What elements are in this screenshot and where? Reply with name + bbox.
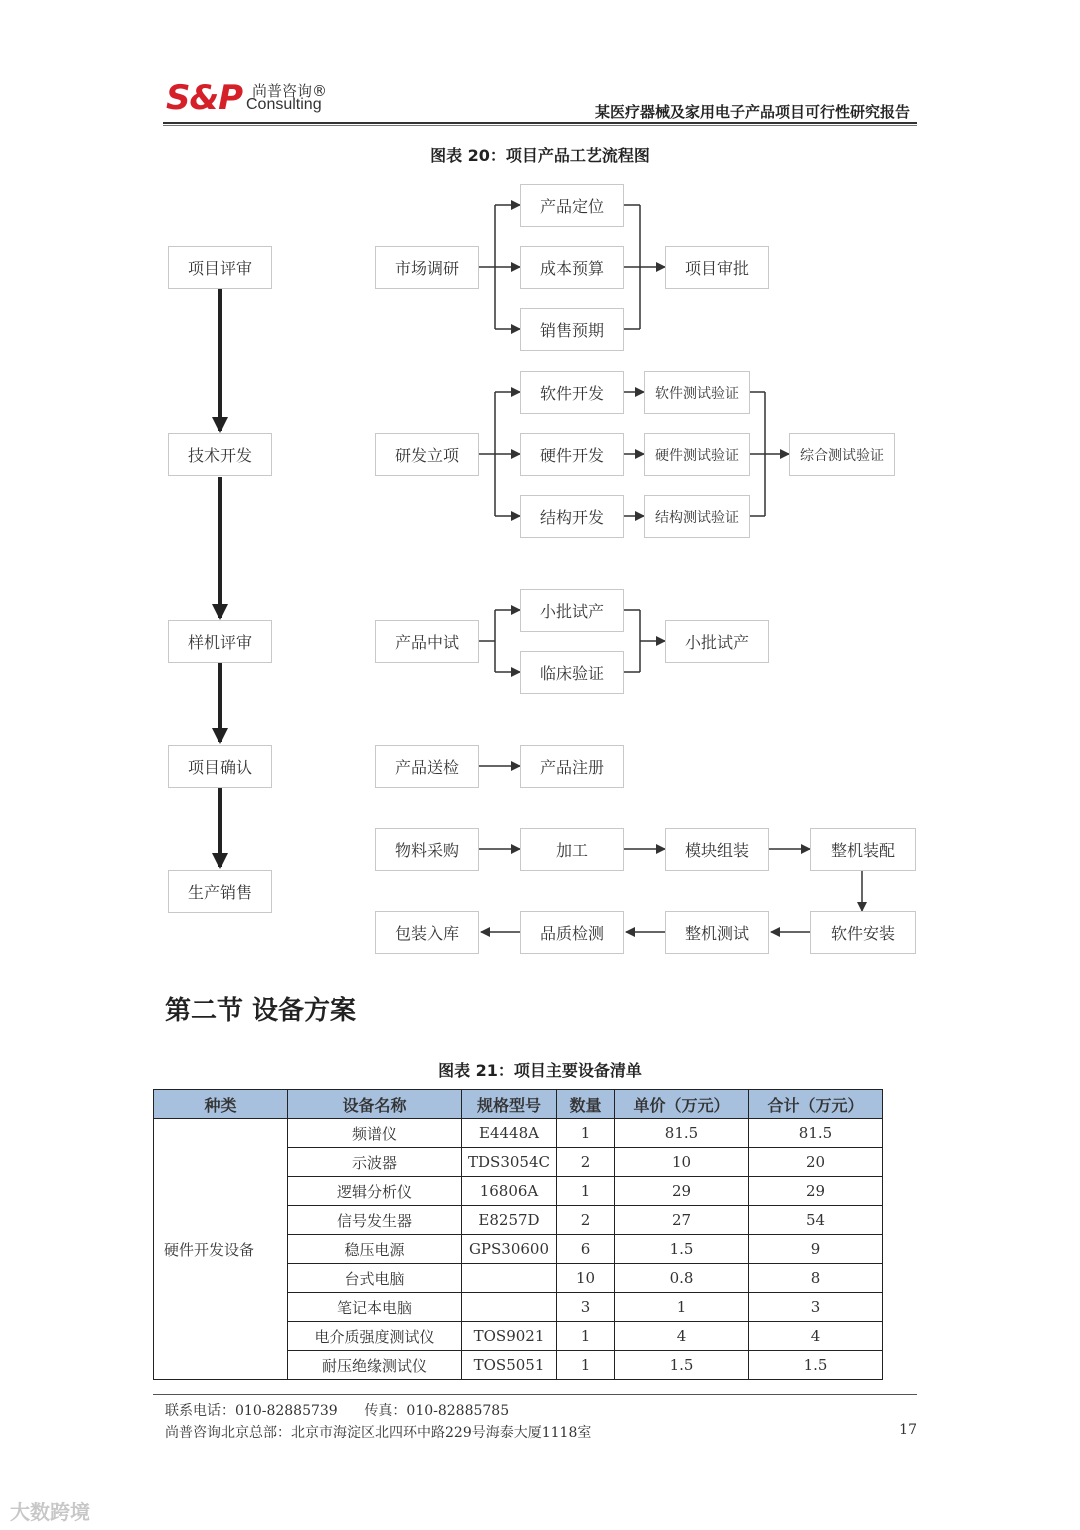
table-cell: 电介质强度测试仪 xyxy=(288,1322,462,1351)
table-cell: 1.5 xyxy=(749,1351,883,1380)
table-cell: 1.5 xyxy=(615,1351,749,1380)
row6-step-1: 软件安装 xyxy=(810,911,916,954)
row5-step-3: 模块组装 xyxy=(665,828,769,871)
row2-end: 综合测试验证 xyxy=(789,433,895,476)
row5-step-1: 物料采购 xyxy=(375,828,479,871)
table-cell: TDS3054C xyxy=(462,1148,557,1177)
row1-branch-3: 销售预期 xyxy=(520,308,624,351)
table-header-row xyxy=(154,1090,883,1119)
table-cell: 1 xyxy=(557,1351,615,1380)
table-cell: 2 xyxy=(557,1206,615,1235)
table-cell: 示波器 xyxy=(288,1148,462,1177)
logo-mark: S&P xyxy=(166,78,243,118)
page-number: 17 xyxy=(899,1422,917,1438)
flow-step-prototype-review: 样机评审 xyxy=(168,620,272,663)
logo-en-text: Consulting xyxy=(246,96,322,113)
table-cell: 0.8 xyxy=(615,1264,749,1293)
row4-start: 产品送检 xyxy=(375,745,479,788)
table-cell: 16806A xyxy=(462,1177,557,1206)
flow-step-project-review: 项目评审 xyxy=(168,246,272,289)
table-cell: 台式电脑 xyxy=(288,1264,462,1293)
row1-end: 项目审批 xyxy=(665,246,769,289)
row2-test-3: 结构测试验证 xyxy=(644,495,750,538)
row2-branch-2: 硬件开发 xyxy=(520,433,624,476)
watermark-text: 大数跨境 xyxy=(10,1500,90,1524)
table-header: 规格型号 xyxy=(462,1090,557,1119)
row6-step-4: 包装入库 xyxy=(375,911,479,954)
table-cell: 2 xyxy=(557,1148,615,1177)
table-cell: 4 xyxy=(749,1322,883,1351)
table-cell: 29 xyxy=(615,1177,749,1206)
table-header: 数量 xyxy=(557,1090,615,1119)
table-header: 合计（万元） xyxy=(749,1090,883,1119)
row2-test-2: 硬件测试验证 xyxy=(644,433,750,476)
table-cell: 81.5 xyxy=(749,1119,883,1148)
row3-branch-2: 临床验证 xyxy=(520,651,624,694)
table-cell: 20 xyxy=(749,1148,883,1177)
table-cell: 4 xyxy=(615,1322,749,1351)
flow-step-production-sales: 生产销售 xyxy=(168,870,272,913)
table-cell: 信号发生器 xyxy=(288,1206,462,1235)
table-cell: 3 xyxy=(557,1293,615,1322)
row6-step-3: 品质检测 xyxy=(520,911,624,954)
section-title: 第二节 设备方案 xyxy=(165,996,357,1026)
row5-step-2: 加工 xyxy=(520,828,624,871)
table-cell: 3 xyxy=(749,1293,883,1322)
table-header: 单价（万元） xyxy=(615,1090,749,1119)
table-cell: E4448A xyxy=(462,1119,557,1148)
row2-start: 研发立项 xyxy=(375,433,479,476)
table-cell: 笔记本电脑 xyxy=(288,1293,462,1322)
flow-step-tech-dev: 技术开发 xyxy=(168,433,272,476)
table-cell: GPS30600 xyxy=(462,1235,557,1264)
category-cell: 硬件开发设备 xyxy=(154,1119,288,1380)
footer-address: 尚普咨询北京总部：北京市海淀区北四环中路229号海泰大厦1118室 xyxy=(165,1425,592,1441)
table-cell: E8257D xyxy=(462,1206,557,1235)
table-cell: 6 xyxy=(557,1235,615,1264)
table-cell: 10 xyxy=(615,1148,749,1177)
row2-test-1: 软件测试验证 xyxy=(644,371,750,414)
table-cell: 9 xyxy=(749,1235,883,1264)
row1-branch-1: 产品定位 xyxy=(520,184,624,227)
table-header: 种类 xyxy=(154,1090,288,1119)
table-cell: 1 xyxy=(557,1177,615,1206)
flow-step-project-confirm: 项目确认 xyxy=(168,745,272,788)
table-cell: TOS9021 xyxy=(462,1322,557,1351)
figure-20-caption: 图表 20：项目产品工艺流程图 xyxy=(430,146,650,165)
figure-21-caption: 图表 21：项目主要设备清单 xyxy=(438,1061,642,1080)
row2-branch-3: 结构开发 xyxy=(520,495,624,538)
report-title: 某医疗器械及家用电子产品项目可行性研究报告 xyxy=(594,103,910,121)
row2-branch-1: 软件开发 xyxy=(520,371,624,414)
table-cell: 1 xyxy=(557,1322,615,1351)
row3-end: 小批试产 xyxy=(665,620,769,663)
row4-end: 产品注册 xyxy=(520,745,624,788)
table-cell: 1 xyxy=(615,1293,749,1322)
row1-branch-2: 成本预算 xyxy=(520,246,624,289)
table-cell: 29 xyxy=(749,1177,883,1206)
table-cell: 耐压绝缘测试仪 xyxy=(288,1351,462,1380)
table-cell xyxy=(462,1264,557,1293)
table-row xyxy=(154,1119,883,1148)
table-cell xyxy=(462,1293,557,1322)
table-cell: 10 xyxy=(557,1264,615,1293)
table-cell: 1.5 xyxy=(615,1235,749,1264)
table-cell: 频谱仪 xyxy=(288,1119,462,1148)
table-cell: 逻辑分析仪 xyxy=(288,1177,462,1206)
row6-step-2: 整机测试 xyxy=(665,911,769,954)
table-cell: 8 xyxy=(749,1264,883,1293)
footer-contact: 联系电话：010-82885739 传真：010-82885785 xyxy=(165,1403,510,1419)
row5-step-4: 整机装配 xyxy=(810,828,916,871)
row1-start: 市场调研 xyxy=(375,246,479,289)
table-cell: 27 xyxy=(615,1206,749,1235)
table-cell: TOS5051 xyxy=(462,1351,557,1380)
row3-start: 产品中试 xyxy=(375,620,479,663)
equipment-table xyxy=(153,1089,883,1380)
footer-rule xyxy=(153,1394,917,1395)
logo-cn-text: 尚普咨询® xyxy=(252,82,328,100)
row3-branch-1: 小批试产 xyxy=(520,589,624,632)
table-cell: 稳压电源 xyxy=(288,1235,462,1264)
table-cell: 54 xyxy=(749,1206,883,1235)
table-header: 设备名称 xyxy=(288,1090,462,1119)
table-cell: 81.5 xyxy=(615,1119,749,1148)
table-cell: 1 xyxy=(557,1119,615,1148)
